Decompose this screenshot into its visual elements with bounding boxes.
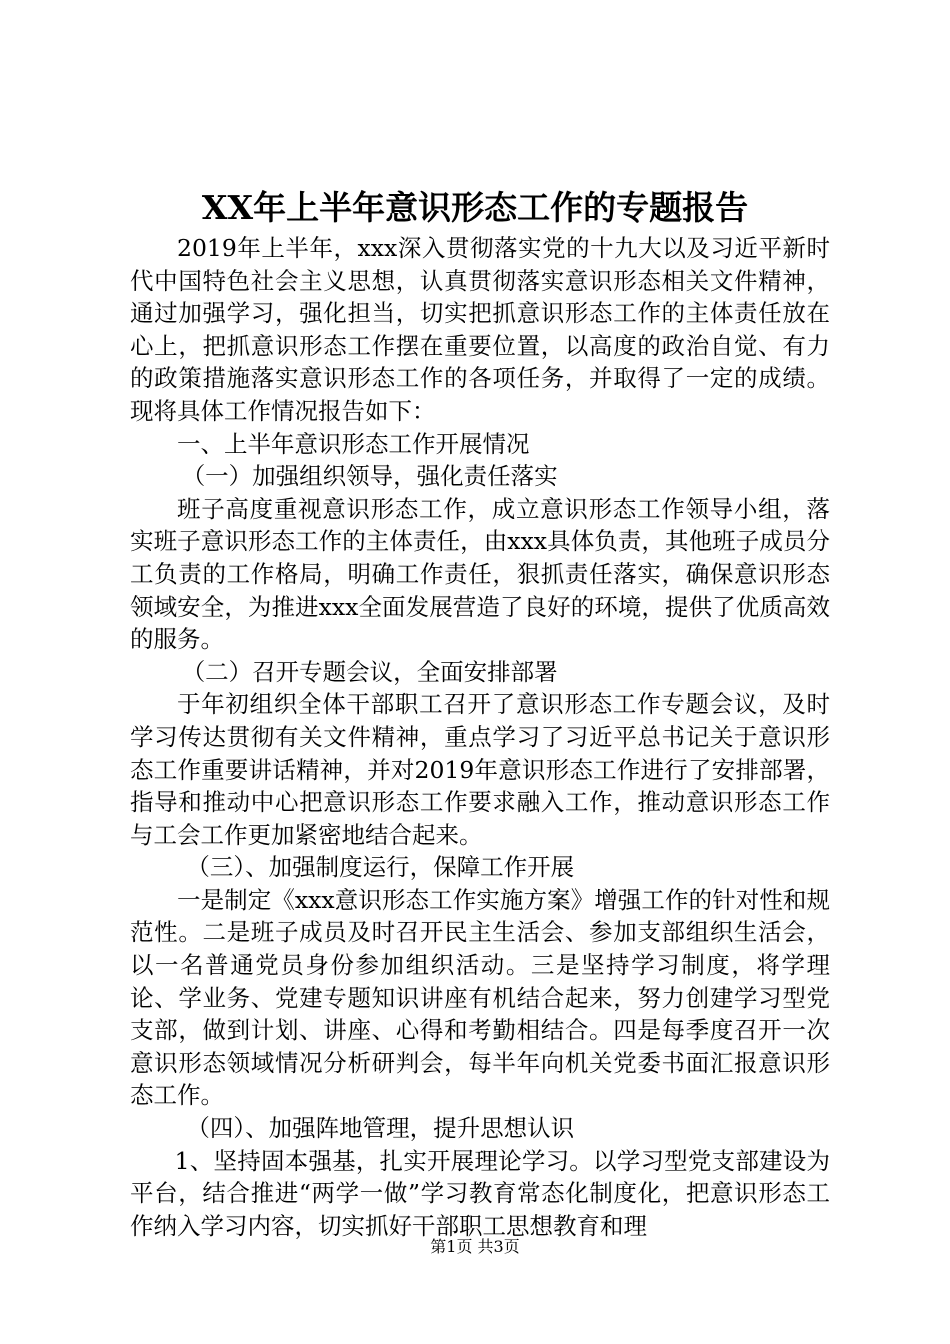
paragraph-theory-study: 1、坚持固本强基，扎实开展理论学习。以学习型党支部建设为平台，结合推进“两学一做”学习教育常态化制度化，把意识形态工作纳入学习内容，切实抓好干部职工思想教育和理: [130, 1146, 830, 1240]
document-title: XX年上半年意识形态工作的专题报告: [201, 188, 749, 227]
subsection-heading-2: （二）召开专题会议，全面安排部署: [181, 657, 558, 686]
paragraph-system: 一是制定《xxx意识形态工作实施方案》增强工作的针对性和规范性。二是班子成员及时召开民主生活会、参加支部组织生活会，以一名普通党员身份参加组织活动。三是坚持学习制度，将学理论、学业务、党建专题知识讲座有机结合起来，努力创建学习型党支部，做到计划、讲座、心得和考勤相结合。四是每季度召开一次意识形态领域情况分析研判会，每半年向机关党委书面汇报意识形态工作。: [130, 885, 830, 1110]
document-body: [130, 232, 830, 1242]
paragraph-meeting: 于年初组织全体干部职工召开了意识形态工作专题会议，及时学习传达贯彻有关文件精神，重点学习了习近平总书记关于意识形态工作重要讲话精神，并对2019年意识形态工作进行了安排部署，指导和推动中心把意识形态工作要求融入工作，推动意识形态工作与工会工作更加紧密地结合起来。: [130, 690, 830, 849]
paragraph-organization: 班子高度重视意识形态工作，成立意识形态工作领导小组，落实班子意识形态工作的主体责任，由xxx具体负责，其他班子成员分工负责的工作格局，明确工作责任，狠抓责任落实，确保意识形态领域安全，为推进xxx全面发展营造了良好的环境，提供了优质高效的服务。: [130, 494, 830, 654]
subsection-heading-4: （四）、加强阵地管理，提升思想认识: [186, 1114, 575, 1143]
subsection-heading-1: （一）加强组织领导，强化责任落实: [181, 462, 558, 491]
subsection-heading-3: （三）、加强制度运行，保障工作开展: [186, 853, 575, 882]
section-heading-1: 一、上半年意识形态工作开展情况: [177, 429, 530, 458]
paragraph-intro: 2019年上半年，xxx深入贯彻落实党的十九大以及习近平新时代中国特色社会主义思想，认真贯彻落实意识形态相关文件精神，通过加强学习，强化担当，切实把抓意识形态工作的主体责任放在心上，把抓意识形态工作摆在重要位置，以高度的政治自觉、有力的政策措施落实意识形态工作的各项任务，并取得了一定的成绩。现将具体工作情况报告如下：: [130, 234, 830, 425]
page-number: 第1页 共3页: [430, 1237, 520, 1256]
